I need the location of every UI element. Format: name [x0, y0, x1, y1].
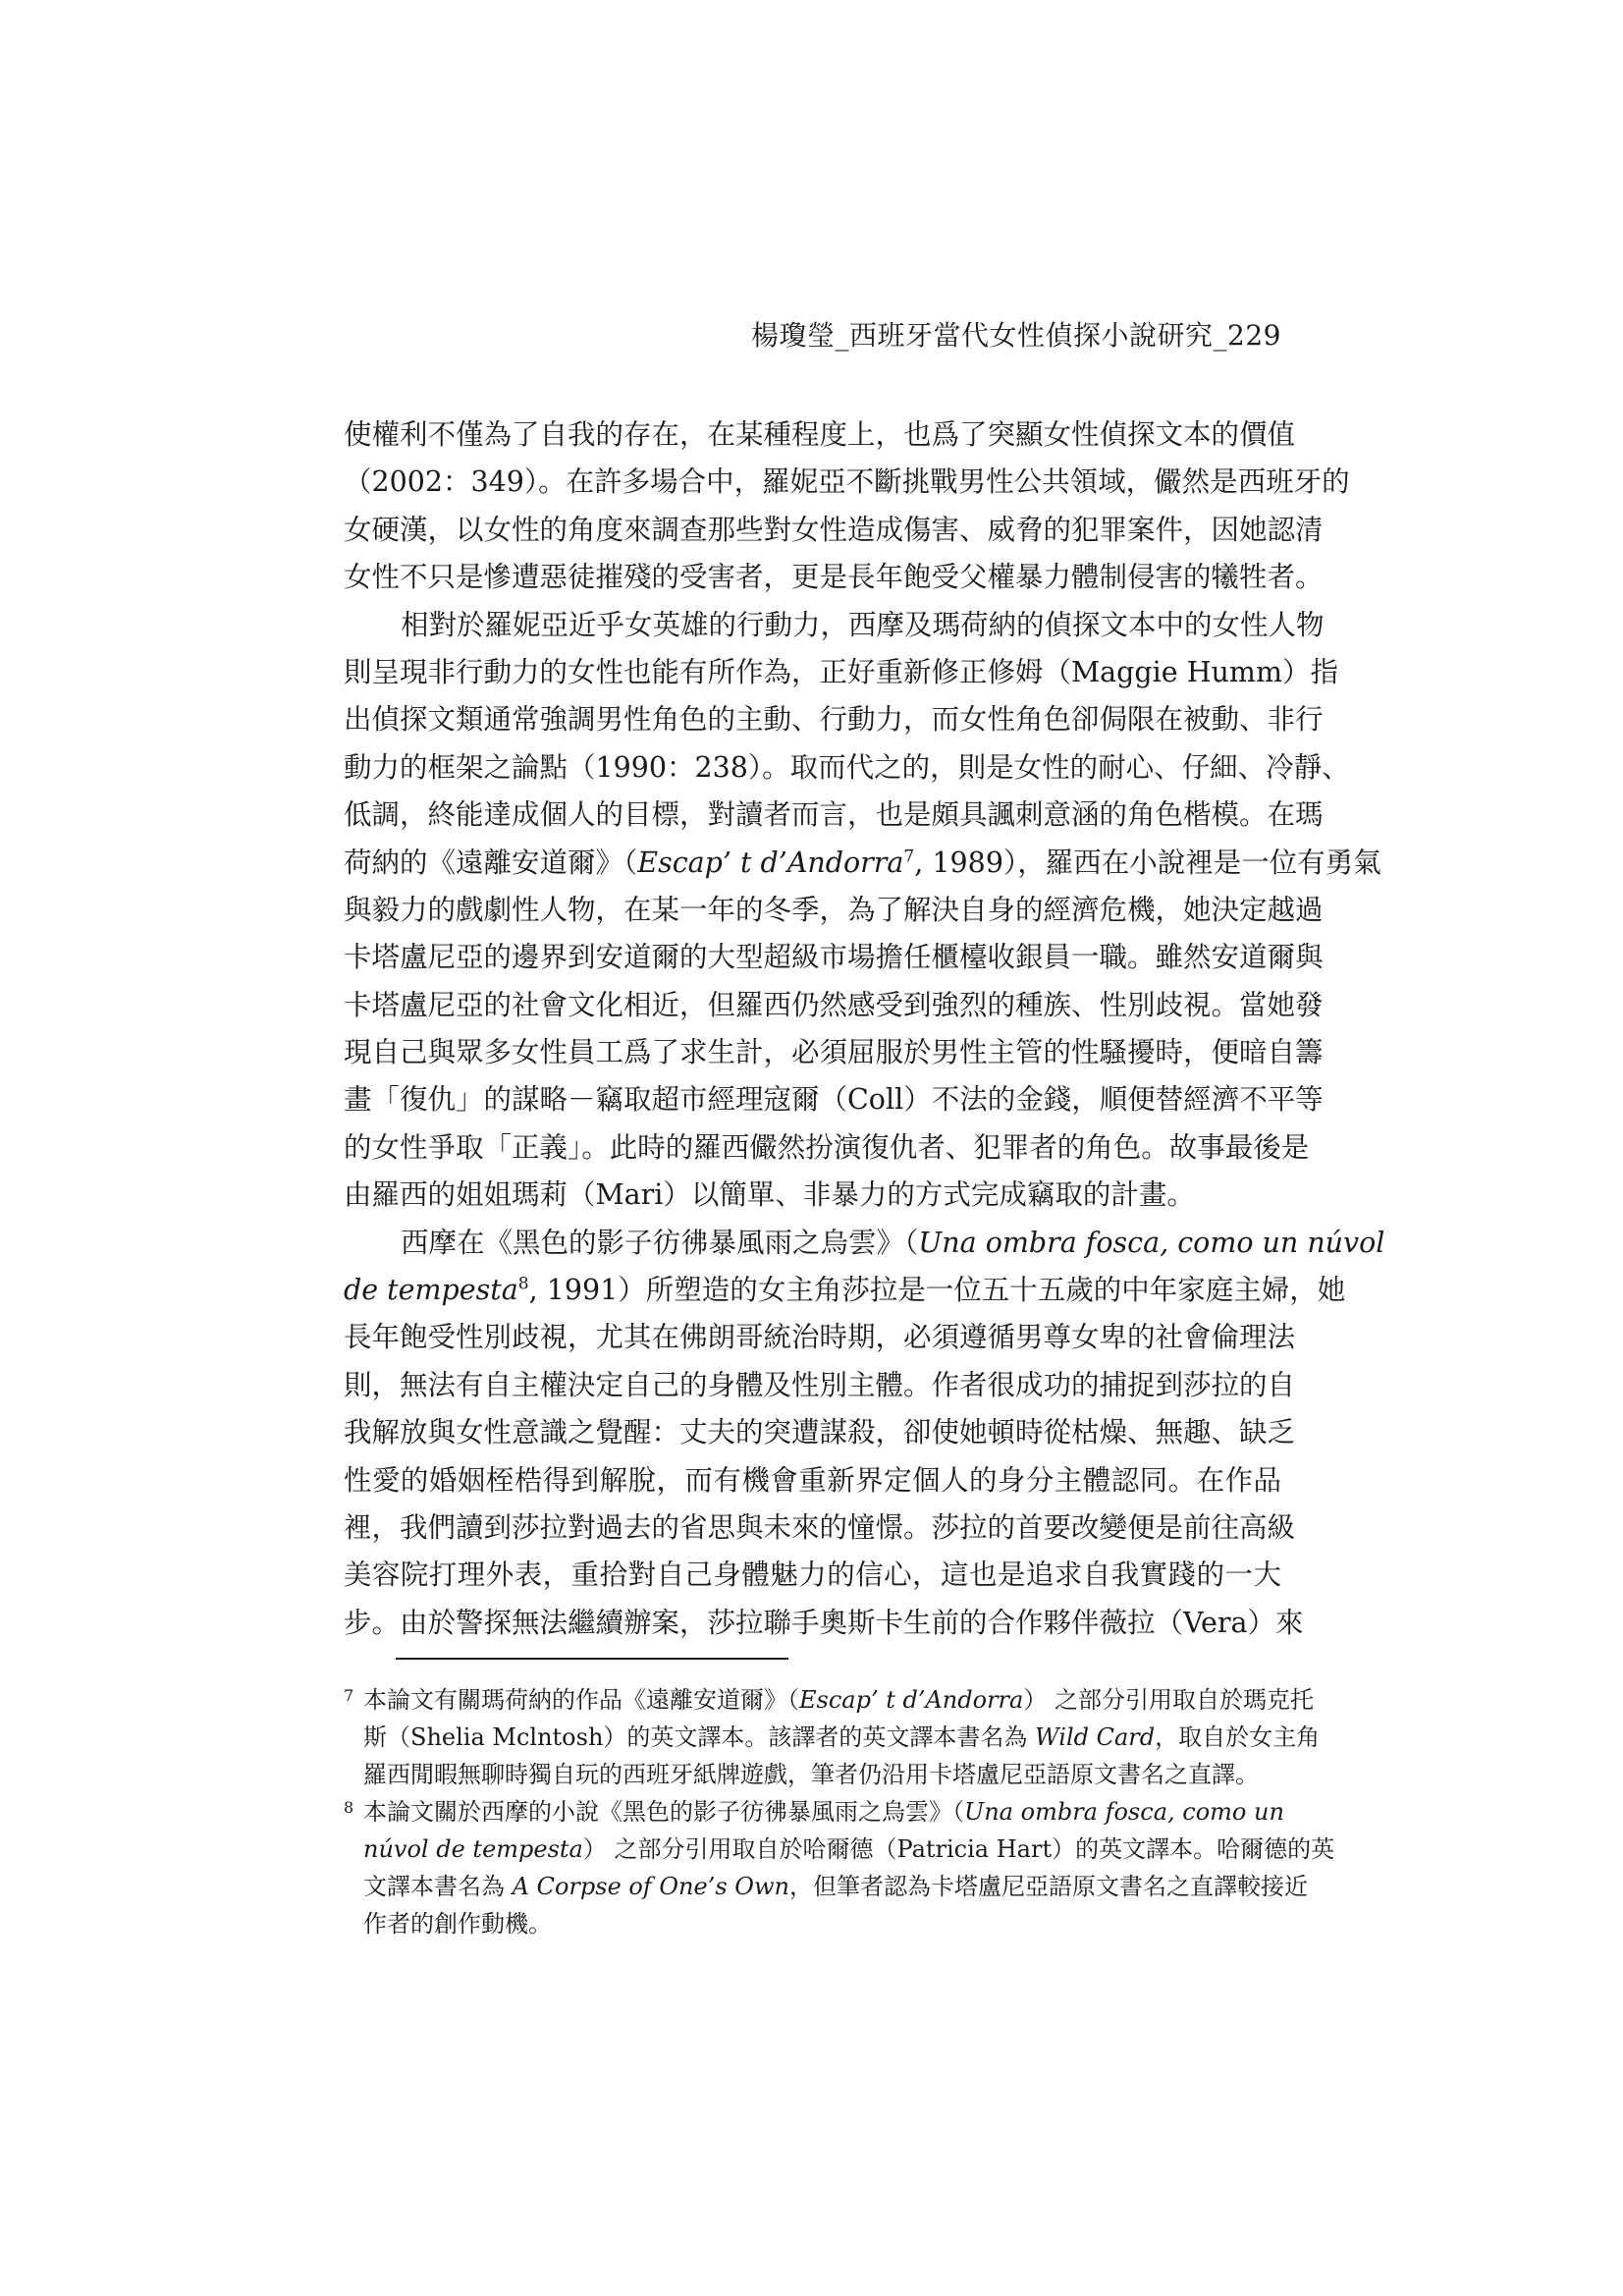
footnote-line: 作者的創作動機。: [363, 1910, 552, 1938]
work-title: Escap’ t d’Andorra: [637, 846, 904, 879]
text-line: 出偵探文類通常強調男性角色的主動、行動力，而女性角色卻侷限在被動、非行: [344, 703, 1324, 737]
paragraph-end-line: 由羅西的姐姐瑪莉（Mari）以簡單、非暴力的方式完成竊取的計畫。: [344, 1178, 1195, 1212]
text-line: 與毅力的戲劇性人物，在某一年的冬季，為了解決自身的經濟危機，她決定越過: [344, 893, 1324, 926]
paragraph-start-line: [344, 1220, 1385, 1267]
text-line: 美容院打理外表，重拾對自己身體魅力的信心，這也是追求自我實踐的一大: [344, 1558, 1281, 1592]
work-title: Wild Card: [1035, 1723, 1156, 1751]
text-line: 步。由於警探無法繼續辦案，莎拉聯手奧斯卡生前的合作夥伴薇拉（Vera）來: [344, 1606, 1304, 1639]
text-segment: 西摩在《黑色的影子彷彿暴風雨之烏雲》（: [401, 1226, 919, 1259]
footnote-line: [363, 1868, 1308, 1905]
text-line: 長年飽受性別歧視，尤其在佛朗哥統治時期，必須遵循男尊女卑的社會倫理法: [344, 1321, 1296, 1354]
text-segment: 本論文有關瑪荷納的作品《遠離安道爾》（: [363, 1686, 799, 1714]
text-segment: 本論文關於西摩的小說《黑色的影子彷彿暴風雨之烏雲》（: [363, 1798, 964, 1826]
footnote-ref-8[interactable]: 8: [517, 1274, 529, 1294]
text-line: 的女性爭取「正義」。此時的羅西儼然扮演復仇者、犯罪者的角色。故事最後是: [344, 1130, 1310, 1164]
footnote-line: 羅西閒暇無聊時獨自玩的西班牙紙牌遊戲，筆者仍沿用卡塔盧尼亞語原文書名之直譯。: [363, 1761, 1259, 1788]
text-line: 則，無法有自主權決定自己的身體及性別主體。作者很成功的捕捉到莎拉的自: [344, 1368, 1296, 1401]
text-line: 則呈現非行動力的女性也能有所作為，正好重新修正修姆（Maggie Humm）指: [344, 655, 1338, 688]
text-segment: ，取自於女主角: [1155, 1723, 1321, 1751]
footnote-line: [363, 1793, 1284, 1831]
work-title: de tempesta: [344, 1274, 518, 1307]
footnote-line: [363, 1831, 1335, 1868]
text-line: 裡，我們讀到莎拉對過去的省思與未來的憧憬。莎拉的首要改變便是前往高級: [344, 1510, 1296, 1544]
text-line: 現自己與眾多女性員工爲了求生計，必須屈服於男性主管的性騷擾時，便暗自籌: [344, 1036, 1324, 1069]
text-segment: ） 之部分引用取自於哈爾德（Patricia Hart）的英文譯本。哈爾德的英: [582, 1835, 1335, 1863]
footnote-ref-7[interactable]: 7: [903, 847, 915, 867]
text-line: 女性不只是慘遭惡徒摧殘的受害者，更是長年飽受父權暴力體制侵害的犧牲者。: [344, 561, 1324, 594]
text-line: （2002：349）。在許多場合中，羅妮亞不斷挑戰男性公共領域，儼然是西班牙的: [344, 465, 1350, 499]
footnote-line: [363, 1719, 1321, 1756]
body-text: [344, 411, 1385, 1647]
paragraph-start-line: 相對於羅妮亞近乎女英雄的行動力，西摩及瑪荷納的偵探文本中的女性人物: [401, 608, 1325, 641]
text-line: 女硬漢，以女性的角度來調查那些對女性造成傷害、威脅的犯罪案件，因她認清: [344, 513, 1324, 546]
text-line: 性愛的婚姻桎梏得到解脫，而有機會重新界定個人的身分主體認同。在作品: [344, 1463, 1281, 1497]
text-line: 畫「復仇」的謀略－竊取超市經理寇爾（Coll）不法的金錢，順便替經濟不平等: [344, 1083, 1324, 1117]
running-header: 楊瓊瑩_西班牙當代女性偵探小說研究_229: [751, 319, 1281, 352]
footnote-8: [344, 1793, 1335, 1942]
text-line: 我解放與女性意識之覺醒：丈夫的突遭謀殺，卻使她頓時從枯燥、無趣、缺乏: [344, 1416, 1296, 1449]
text-segment: 文譯本書名為: [363, 1873, 513, 1900]
text-line: 卡塔盧尼亞的邊界到安道爾的大型超級市場擔任櫃檯收銀員一職。雖然安道爾與: [344, 941, 1324, 974]
text-segment: , 1989），羅西在小說裡是一位有勇氣: [914, 846, 1381, 879]
work-title: A Corpse of One’s Own: [512, 1873, 789, 1900]
footnote-line: [363, 1681, 1314, 1719]
text-line: 動力的框架之論點（1990：238）。取而代之的，則是女性的耐心、仔細、冷靜、: [344, 750, 1350, 784]
work-title: núvol de tempesta: [363, 1835, 583, 1863]
text-line: 低調，終能達成個人的目標，對讀者而言，也是頗具諷刺意涵的角色楷模。在瑪: [344, 798, 1324, 832]
text-segment: , 1991）所塑造的女主角莎拉是一位五十五歲的中年家庭主婦，她: [528, 1274, 1346, 1307]
text-segment: 斯（Shelia Mclntosh）的英文譯本。該譯者的英文譯本書名為: [363, 1723, 1036, 1751]
footnote-mark: 8: [344, 1798, 354, 1817]
footnote-mark: 7: [344, 1686, 354, 1705]
text-line-with-title: [344, 840, 1381, 887]
work-title: Una ombra fosca, como un núvol: [918, 1226, 1385, 1259]
text-segment: 荷納的《遠離安道爾》（: [344, 846, 638, 879]
text-line: 卡塔盧尼亞的社會文化相近，但羅西仍然感受到強烈的種族、性別歧視。當她發: [344, 988, 1324, 1021]
footnotes: [344, 1681, 1335, 1942]
text-segment: ，但筆者認為卡塔盧尼亞語原文書名之直譯較接近: [788, 1873, 1308, 1900]
footnote-7: [344, 1681, 1321, 1793]
text-line-with-title: [344, 1267, 1346, 1314]
work-title: Escap’ t d’Andorra: [799, 1686, 1024, 1714]
text-line: 使權利不僅為了自我的存在，在某種程度上，也爲了突顯女性偵探文本的價值: [344, 418, 1296, 451]
text-segment: ） 之部分引用取自於瑪克托: [1023, 1686, 1314, 1714]
footnote-separator: [396, 1658, 788, 1660]
work-title: Una ombra fosca, como un: [964, 1798, 1284, 1826]
